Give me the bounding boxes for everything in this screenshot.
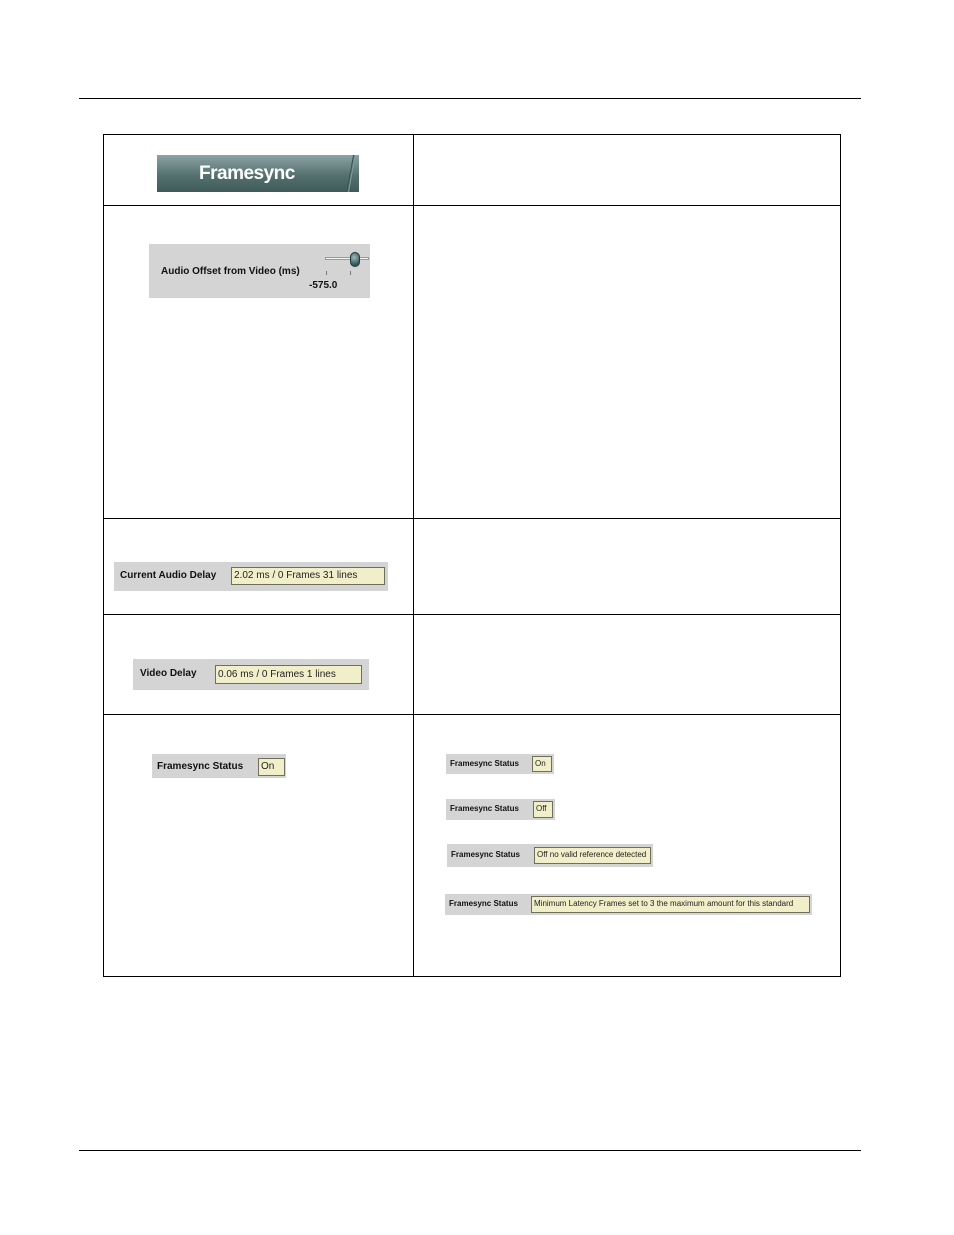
parameter-table bbox=[103, 134, 841, 977]
status-example-min-latency bbox=[445, 894, 812, 915]
status-example-label: Framesync Status bbox=[450, 759, 519, 768]
status-example-field: On bbox=[532, 756, 552, 772]
status-example-label: Framesync Status bbox=[449, 899, 518, 908]
current-audio-delay-label: Current Audio Delay bbox=[120, 570, 217, 581]
slider-tick bbox=[350, 271, 351, 275]
row-divider bbox=[104, 518, 840, 519]
row-divider bbox=[104, 205, 840, 206]
framesync-tab[interactable] bbox=[157, 155, 359, 192]
row-divider bbox=[104, 614, 840, 615]
status-example-label: Framesync Status bbox=[451, 850, 520, 859]
status-example-no-reference bbox=[447, 844, 653, 867]
status-example-label: Framesync Status bbox=[450, 804, 519, 813]
framesync-status-label: Framesync Status bbox=[157, 761, 244, 772]
row-divider bbox=[104, 714, 840, 715]
header-rule bbox=[79, 98, 861, 99]
audio-offset-label: Audio Offset from Video (ms) bbox=[161, 266, 300, 277]
column-divider bbox=[413, 135, 414, 976]
audio-offset-slider-thumb[interactable] bbox=[350, 252, 360, 267]
video-delay-panel bbox=[133, 659, 369, 690]
status-example-off bbox=[446, 799, 555, 820]
audio-offset-value: -575.0 bbox=[309, 280, 338, 291]
audio-offset-panel bbox=[149, 244, 370, 298]
status-example-field: Minimum Latency Frames set to 3 the maximum amount for this standard bbox=[531, 896, 810, 913]
video-delay-field: 0.06 ms / 0 Frames 1 lines bbox=[215, 665, 362, 684]
video-delay-label: Video Delay bbox=[140, 668, 197, 679]
status-example-field: Off no valid reference detected bbox=[534, 847, 651, 864]
footer-rule bbox=[79, 1150, 861, 1151]
slider-tick bbox=[326, 271, 327, 275]
framesync-status-field: On bbox=[258, 758, 285, 776]
tab-corner bbox=[343, 155, 357, 192]
status-example-field: Off bbox=[533, 801, 553, 818]
status-example-on bbox=[446, 754, 554, 774]
audio-offset-slider-track[interactable] bbox=[325, 257, 369, 260]
current-audio-delay-panel bbox=[114, 562, 388, 591]
current-audio-delay-field: 2.02 ms / 0 Frames 31 lines bbox=[231, 567, 385, 585]
framesync-tab-label: Framesync bbox=[199, 162, 295, 184]
framesync-status-panel bbox=[152, 754, 286, 778]
